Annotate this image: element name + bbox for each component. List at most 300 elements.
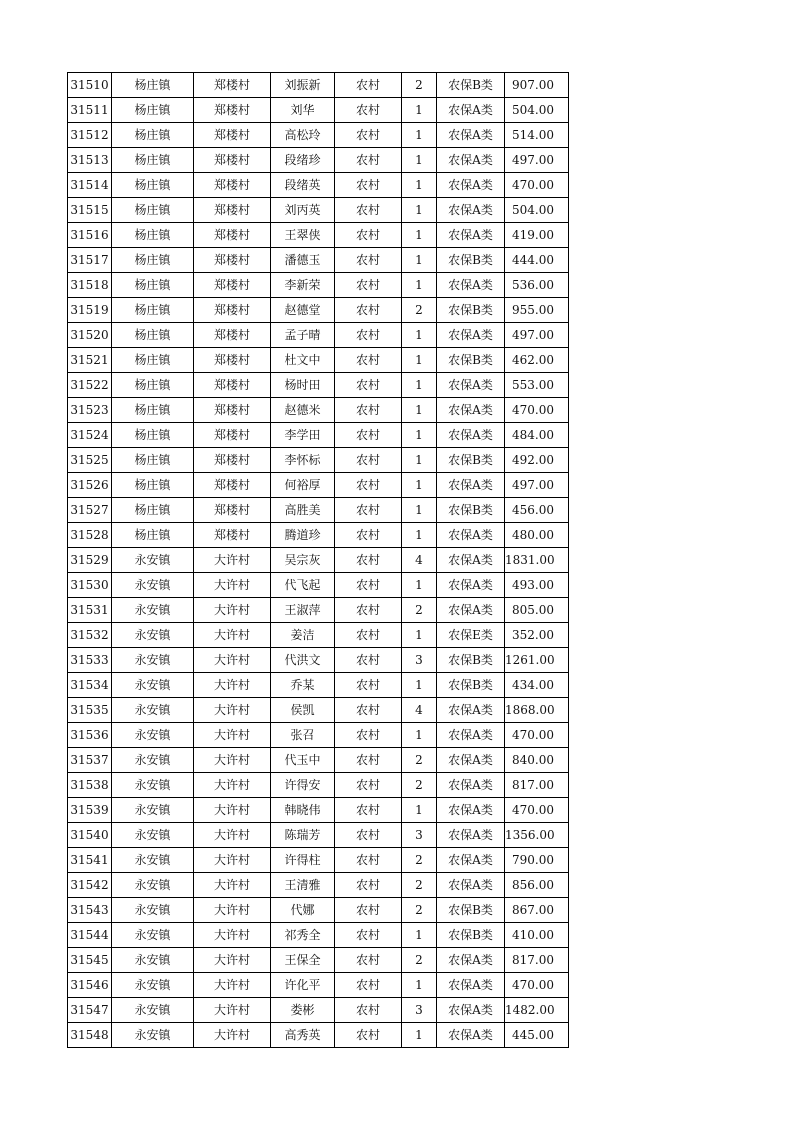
cell-category: 农保B类	[437, 298, 505, 323]
cell-town: 杨庄镇	[112, 348, 194, 373]
cell-category: 农保A类	[437, 423, 505, 448]
cell-name: 姜洁	[271, 623, 335, 648]
cell-area: 农村	[335, 673, 402, 698]
cell-count: 1	[402, 423, 437, 448]
cell-category: 农保B类	[437, 448, 505, 473]
cell-id: 31529	[68, 548, 112, 573]
cell-name: 刘振新	[271, 73, 335, 98]
cell-town: 杨庄镇	[112, 73, 194, 98]
cell-amount: 470.00	[505, 973, 569, 998]
cell-category: 农保B类	[437, 673, 505, 698]
cell-count: 1	[402, 523, 437, 548]
cell-town: 永安镇	[112, 848, 194, 873]
cell-village: 大许村	[194, 548, 271, 573]
cell-area: 农村	[335, 948, 402, 973]
cell-village: 大许村	[194, 798, 271, 823]
cell-id: 31510	[68, 73, 112, 98]
cell-count: 2	[402, 948, 437, 973]
cell-name: 侯凯	[271, 698, 335, 723]
cell-amount: 790.00	[505, 848, 569, 873]
cell-count: 1	[402, 348, 437, 373]
roster-table	[67, 72, 569, 1048]
cell-village: 郑楼村	[194, 148, 271, 173]
table-row	[68, 848, 569, 873]
cell-name: 王翠侠	[271, 223, 335, 248]
cell-category: 农保A类	[437, 223, 505, 248]
cell-count: 1	[402, 373, 437, 398]
cell-count: 1	[402, 498, 437, 523]
cell-area: 农村	[335, 798, 402, 823]
cell-village: 大许村	[194, 823, 271, 848]
table-row	[68, 798, 569, 823]
cell-area: 农村	[335, 548, 402, 573]
cell-town: 永安镇	[112, 548, 194, 573]
cell-village: 郑楼村	[194, 348, 271, 373]
cell-area: 农村	[335, 498, 402, 523]
cell-category: 农保A类	[437, 998, 505, 1023]
cell-area: 农村	[335, 223, 402, 248]
cell-town: 永安镇	[112, 998, 194, 1023]
cell-name: 李学田	[271, 423, 335, 448]
cell-village: 大许村	[194, 598, 271, 623]
cell-category: 农保A类	[437, 873, 505, 898]
cell-id: 31541	[68, 848, 112, 873]
cell-town: 杨庄镇	[112, 473, 194, 498]
cell-count: 1	[402, 673, 437, 698]
cell-amount: 497.00	[505, 473, 569, 498]
cell-id: 31546	[68, 973, 112, 998]
cell-amount: 456.00	[505, 498, 569, 523]
cell-category: 农保A类	[437, 798, 505, 823]
cell-name: 王保全	[271, 948, 335, 973]
cell-village: 大许村	[194, 748, 271, 773]
cell-village: 郑楼村	[194, 323, 271, 348]
cell-area: 农村	[335, 198, 402, 223]
cell-area: 农村	[335, 98, 402, 123]
cell-count: 1	[402, 323, 437, 348]
cell-village: 大许村	[194, 998, 271, 1023]
cell-town: 永安镇	[112, 673, 194, 698]
cell-area: 农村	[335, 398, 402, 423]
cell-town: 杨庄镇	[112, 98, 194, 123]
cell-name: 腾道珍	[271, 523, 335, 548]
cell-id: 31538	[68, 773, 112, 798]
cell-count: 1	[402, 98, 437, 123]
cell-name: 代飞起	[271, 573, 335, 598]
cell-id: 31534	[68, 673, 112, 698]
cell-id: 31533	[68, 648, 112, 673]
cell-category: 农保A类	[437, 948, 505, 973]
cell-village: 郑楼村	[194, 423, 271, 448]
table-row	[68, 748, 569, 773]
table-row	[68, 948, 569, 973]
table-row	[68, 573, 569, 598]
cell-village: 大许村	[194, 898, 271, 923]
cell-area: 农村	[335, 123, 402, 148]
cell-amount: 817.00	[505, 773, 569, 798]
table-row	[68, 598, 569, 623]
cell-town: 杨庄镇	[112, 223, 194, 248]
cell-village: 郑楼村	[194, 198, 271, 223]
cell-amount: 1868.00	[505, 698, 569, 723]
cell-id: 31528	[68, 523, 112, 548]
cell-amount: 1831.00	[505, 548, 569, 573]
cell-amount: 470.00	[505, 173, 569, 198]
cell-name: 张召	[271, 723, 335, 748]
cell-count: 1	[402, 798, 437, 823]
cell-town: 杨庄镇	[112, 273, 194, 298]
cell-count: 3	[402, 998, 437, 1023]
cell-name: 祁秀全	[271, 923, 335, 948]
cell-name: 杜文中	[271, 348, 335, 373]
cell-amount: 514.00	[505, 123, 569, 148]
cell-count: 1	[402, 223, 437, 248]
cell-town: 永安镇	[112, 748, 194, 773]
cell-village: 大许村	[194, 623, 271, 648]
cell-village: 大许村	[194, 573, 271, 598]
cell-area: 农村	[335, 348, 402, 373]
cell-amount: 493.00	[505, 573, 569, 598]
cell-area: 农村	[335, 323, 402, 348]
cell-area: 农村	[335, 148, 402, 173]
cell-amount: 410.00	[505, 923, 569, 948]
table-row	[68, 348, 569, 373]
cell-area: 农村	[335, 173, 402, 198]
cell-name: 杨时田	[271, 373, 335, 398]
cell-name: 孟子晴	[271, 323, 335, 348]
cell-category: 农保A类	[437, 748, 505, 773]
cell-village: 郑楼村	[194, 373, 271, 398]
cell-amount: 492.00	[505, 448, 569, 473]
cell-name: 陈瑞芳	[271, 823, 335, 848]
cell-category: 农保B类	[437, 248, 505, 273]
cell-id: 31526	[68, 473, 112, 498]
cell-count: 1	[402, 623, 437, 648]
table-row	[68, 998, 569, 1023]
cell-id: 31518	[68, 273, 112, 298]
cell-area: 农村	[335, 298, 402, 323]
cell-town: 永安镇	[112, 698, 194, 723]
cell-name: 赵德米	[271, 398, 335, 423]
cell-category: 农保A类	[437, 548, 505, 573]
cell-amount: 497.00	[505, 323, 569, 348]
cell-amount: 536.00	[505, 273, 569, 298]
cell-count: 1	[402, 248, 437, 273]
table-row	[68, 73, 569, 98]
cell-town: 杨庄镇	[112, 248, 194, 273]
cell-count: 1	[402, 923, 437, 948]
table-row	[68, 373, 569, 398]
cell-area: 农村	[335, 848, 402, 873]
cell-count: 1	[402, 448, 437, 473]
cell-area: 农村	[335, 973, 402, 998]
table-row	[68, 898, 569, 923]
cell-id: 31544	[68, 923, 112, 948]
cell-town: 杨庄镇	[112, 373, 194, 398]
cell-town: 杨庄镇	[112, 423, 194, 448]
cell-category: 农保A类	[437, 273, 505, 298]
cell-area: 农村	[335, 698, 402, 723]
cell-town: 永安镇	[112, 823, 194, 848]
cell-category: 农保A类	[437, 473, 505, 498]
table-row	[68, 473, 569, 498]
cell-area: 农村	[335, 273, 402, 298]
cell-category: 农保A类	[437, 698, 505, 723]
cell-amount: 470.00	[505, 798, 569, 823]
cell-id: 31548	[68, 1023, 112, 1048]
cell-amount: 444.00	[505, 248, 569, 273]
cell-amount: 470.00	[505, 398, 569, 423]
cell-id: 31547	[68, 998, 112, 1023]
cell-name: 许得安	[271, 773, 335, 798]
cell-area: 农村	[335, 748, 402, 773]
cell-village: 大许村	[194, 773, 271, 798]
cell-id: 31511	[68, 98, 112, 123]
cell-category: 农保B类	[437, 498, 505, 523]
cell-count: 3	[402, 648, 437, 673]
cell-count: 2	[402, 298, 437, 323]
table-row	[68, 298, 569, 323]
cell-village: 郑楼村	[194, 223, 271, 248]
cell-town: 永安镇	[112, 798, 194, 823]
table-row	[68, 923, 569, 948]
table-row	[68, 98, 569, 123]
cell-name: 李怀标	[271, 448, 335, 473]
cell-amount: 462.00	[505, 348, 569, 373]
cell-amount: 840.00	[505, 748, 569, 773]
cell-id: 31515	[68, 198, 112, 223]
cell-village: 大许村	[194, 648, 271, 673]
cell-count: 1	[402, 973, 437, 998]
cell-village: 大许村	[194, 698, 271, 723]
table-row	[68, 423, 569, 448]
cell-amount: 480.00	[505, 523, 569, 548]
cell-count: 2	[402, 598, 437, 623]
table-row	[68, 1023, 569, 1048]
cell-category: 农保A类	[437, 398, 505, 423]
cell-amount: 352.00	[505, 623, 569, 648]
cell-id: 31531	[68, 598, 112, 623]
cell-town: 杨庄镇	[112, 148, 194, 173]
table-row	[68, 723, 569, 748]
table-row	[68, 448, 569, 473]
table-row	[68, 773, 569, 798]
cell-area: 农村	[335, 923, 402, 948]
cell-amount: 470.00	[505, 723, 569, 748]
cell-name: 王淑萍	[271, 598, 335, 623]
cell-id: 31520	[68, 323, 112, 348]
cell-town: 杨庄镇	[112, 173, 194, 198]
cell-name: 娄彬	[271, 998, 335, 1023]
cell-name: 李新荣	[271, 273, 335, 298]
cell-village: 郑楼村	[194, 448, 271, 473]
cell-count: 1	[402, 273, 437, 298]
table-row	[68, 223, 569, 248]
cell-area: 农村	[335, 523, 402, 548]
cell-id: 31521	[68, 348, 112, 373]
cell-category: 农保B类	[437, 73, 505, 98]
table-row	[68, 973, 569, 998]
cell-area: 农村	[335, 448, 402, 473]
cell-area: 农村	[335, 998, 402, 1023]
cell-count: 1	[402, 398, 437, 423]
cell-count: 2	[402, 773, 437, 798]
cell-town: 永安镇	[112, 948, 194, 973]
cell-town: 永安镇	[112, 648, 194, 673]
cell-count: 2	[402, 873, 437, 898]
cell-name: 刘华	[271, 98, 335, 123]
cell-village: 大许村	[194, 1023, 271, 1048]
cell-id: 31536	[68, 723, 112, 748]
cell-name: 刘丙英	[271, 198, 335, 223]
cell-town: 永安镇	[112, 723, 194, 748]
cell-name: 高胜美	[271, 498, 335, 523]
cell-amount: 484.00	[505, 423, 569, 448]
table-row	[68, 823, 569, 848]
cell-name: 许得柱	[271, 848, 335, 873]
cell-town: 永安镇	[112, 898, 194, 923]
cell-id: 31545	[68, 948, 112, 973]
cell-area: 农村	[335, 773, 402, 798]
cell-id: 31527	[68, 498, 112, 523]
cell-village: 郑楼村	[194, 473, 271, 498]
roster-body	[68, 73, 569, 1048]
cell-id: 31525	[68, 448, 112, 473]
cell-village: 郑楼村	[194, 298, 271, 323]
cell-town: 永安镇	[112, 923, 194, 948]
cell-village: 郑楼村	[194, 523, 271, 548]
table-row	[68, 198, 569, 223]
cell-town: 永安镇	[112, 1023, 194, 1048]
cell-id: 31513	[68, 148, 112, 173]
cell-category: 农保A类	[437, 173, 505, 198]
cell-village: 郑楼村	[194, 73, 271, 98]
cell-id: 31530	[68, 573, 112, 598]
cell-category: 农保A类	[437, 148, 505, 173]
cell-name: 许化平	[271, 973, 335, 998]
cell-id: 31514	[68, 173, 112, 198]
table-row	[68, 548, 569, 573]
table-row	[68, 123, 569, 148]
cell-area: 农村	[335, 623, 402, 648]
cell-amount: 553.00	[505, 373, 569, 398]
cell-amount: 504.00	[505, 198, 569, 223]
cell-category: 农保A类	[437, 123, 505, 148]
cell-id: 31537	[68, 748, 112, 773]
cell-count: 1	[402, 173, 437, 198]
cell-village: 大许村	[194, 848, 271, 873]
table-row	[68, 248, 569, 273]
cell-area: 农村	[335, 248, 402, 273]
cell-count: 1	[402, 573, 437, 598]
cell-category: 农保E类	[437, 623, 505, 648]
table-row	[68, 173, 569, 198]
cell-town: 杨庄镇	[112, 448, 194, 473]
cell-category: 农保A类	[437, 823, 505, 848]
cell-town: 杨庄镇	[112, 123, 194, 148]
cell-category: 农保A类	[437, 723, 505, 748]
cell-area: 农村	[335, 873, 402, 898]
table-row	[68, 398, 569, 423]
cell-amount: 805.00	[505, 598, 569, 623]
table-row	[68, 673, 569, 698]
cell-village: 郑楼村	[194, 248, 271, 273]
table-row	[68, 873, 569, 898]
cell-count: 1	[402, 148, 437, 173]
cell-name: 赵德堂	[271, 298, 335, 323]
cell-town: 永安镇	[112, 973, 194, 998]
cell-count: 1	[402, 198, 437, 223]
cell-village: 大许村	[194, 923, 271, 948]
cell-area: 农村	[335, 823, 402, 848]
table-row	[68, 648, 569, 673]
cell-category: 农保A类	[437, 973, 505, 998]
cell-category: 农保A类	[437, 523, 505, 548]
cell-name: 乔某	[271, 673, 335, 698]
cell-amount: 419.00	[505, 223, 569, 248]
cell-name: 高松玲	[271, 123, 335, 148]
cell-village: 郑楼村	[194, 98, 271, 123]
cell-village: 大许村	[194, 973, 271, 998]
table-row	[68, 498, 569, 523]
cell-name: 王清雅	[271, 873, 335, 898]
cell-count: 2	[402, 898, 437, 923]
table-row	[68, 323, 569, 348]
cell-village: 大许村	[194, 948, 271, 973]
cell-category: 农保A类	[437, 323, 505, 348]
cell-id: 31522	[68, 373, 112, 398]
cell-name: 韩晓伟	[271, 798, 335, 823]
cell-village: 大许村	[194, 673, 271, 698]
cell-id: 31535	[68, 698, 112, 723]
cell-area: 农村	[335, 473, 402, 498]
cell-id: 31516	[68, 223, 112, 248]
cell-count: 2	[402, 73, 437, 98]
cell-count: 1	[402, 123, 437, 148]
cell-name: 吴宗灰	[271, 548, 335, 573]
cell-category: 农保A类	[437, 1023, 505, 1048]
table-row	[68, 273, 569, 298]
cell-village: 大许村	[194, 873, 271, 898]
cell-town: 杨庄镇	[112, 323, 194, 348]
table-row	[68, 523, 569, 548]
cell-category: 农保A类	[437, 373, 505, 398]
cell-id: 31524	[68, 423, 112, 448]
cell-town: 杨庄镇	[112, 298, 194, 323]
cell-area: 农村	[335, 898, 402, 923]
cell-count: 4	[402, 698, 437, 723]
cell-id: 31512	[68, 123, 112, 148]
table-row	[68, 148, 569, 173]
cell-area: 农村	[335, 373, 402, 398]
cell-id: 31523	[68, 398, 112, 423]
cell-village: 郑楼村	[194, 123, 271, 148]
cell-amount: 1261.00	[505, 648, 569, 673]
cell-town: 永安镇	[112, 873, 194, 898]
cell-name: 代娜	[271, 898, 335, 923]
cell-area: 农村	[335, 648, 402, 673]
cell-category: 农保B类	[437, 648, 505, 673]
cell-village: 大许村	[194, 723, 271, 748]
cell-category: 农保B类	[437, 348, 505, 373]
cell-category: 农保B类	[437, 898, 505, 923]
cell-category: 农保A类	[437, 98, 505, 123]
table-row	[68, 698, 569, 723]
cell-id: 31543	[68, 898, 112, 923]
cell-id: 31540	[68, 823, 112, 848]
table-row	[68, 623, 569, 648]
cell-amount: 504.00	[505, 98, 569, 123]
